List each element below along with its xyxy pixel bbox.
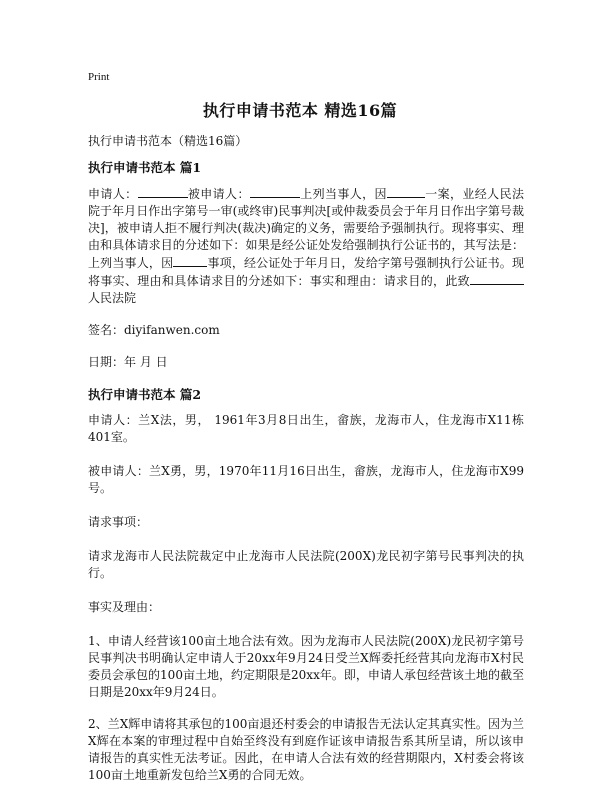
blank-line bbox=[138, 185, 188, 198]
fact-1: 1、申请人经营该100亩土地合法有效。因为龙海市人民法院(200X)龙民初字第号民事判决书明确认定申请人于20xx年9月24日受兰X辉委托经营其向龙海市X村民委员会承包的100亩土地，约定期限是20xx年。即，申请人承包经营该土地的截至日期是20xx年9月24日。 bbox=[88, 634, 524, 699]
request-label: 请求事项： bbox=[88, 515, 149, 529]
document-body bbox=[88, 159, 524, 795]
respondent-info: 被申请人：兰X勇，男，1970年11月16日出生，畲族，龙海市人，住龙海市X99号。 bbox=[88, 464, 524, 495]
applicant-info: 申请人：兰X法，男， 1961年3月8日出生，畲族，龙海市人，住龙海市X11栋401室。 bbox=[88, 413, 524, 444]
section-1-heading: 执行申请书范本 篇1 bbox=[88, 160, 202, 175]
parties-text: 上列当事人，因 bbox=[299, 187, 387, 201]
section-1-paragraph bbox=[88, 185, 524, 307]
court-text: 人民法院 bbox=[88, 291, 137, 305]
blank-line bbox=[387, 185, 425, 198]
page-title: 执行申请书范本 精选16篇 bbox=[202, 101, 398, 120]
notary-text: 事项，经公证处于年月日，发给字第号强制执行公证书。现将事实、理由和具体请求目的分述如下：事实和理由：请求目的，此致 bbox=[88, 256, 524, 288]
signature-line: 签名：diyifanwen.com bbox=[88, 323, 220, 337]
blank-line bbox=[250, 185, 300, 198]
case-text: 一案，业经人民法院于年月日作出字第号一审(或终审)民事判决[或仲裁委员会于年月日作出字第号裁决]，被申请人拒不履行判决(裁决)确定的义务，需要给予强制执行。现将事实、理由和具体请求目的分述如下：如果是经公证处发给强制执行公证书的，其写法是：上列当事人，因 bbox=[88, 187, 524, 270]
blank-line bbox=[173, 254, 207, 267]
blank-line bbox=[470, 272, 524, 285]
fact-2: 2、兰X辉申请将其承包的100亩退还村委会的申请报告无法认定其真实性。因为兰X辉在本案的审理过程中自始至终没有到庭作证该申请报告系其所呈请，所以该申请报告的真实性无法考证。因此，在申请人合法有效的经营期限内，X村委会将该100亩土地重新发包给兰X勇的合同无效。 bbox=[88, 717, 524, 782]
page-subtitle: 执行申请书范本（精选16篇） bbox=[88, 134, 248, 148]
date-line: 日期：年 月 日 bbox=[88, 355, 168, 369]
section-2-heading: 执行申请书范本 篇2 bbox=[88, 387, 202, 402]
applicant-label: 申请人： bbox=[88, 187, 138, 201]
respondent-label: 被申请人： bbox=[187, 187, 250, 201]
facts-label: 事实及理由： bbox=[88, 600, 161, 614]
print-label: Print bbox=[88, 71, 110, 83]
request-text: 请求龙海市人民法院裁定中止龙海市人民法院(200X)龙民初字第号民事判决的执行。 bbox=[88, 549, 524, 580]
